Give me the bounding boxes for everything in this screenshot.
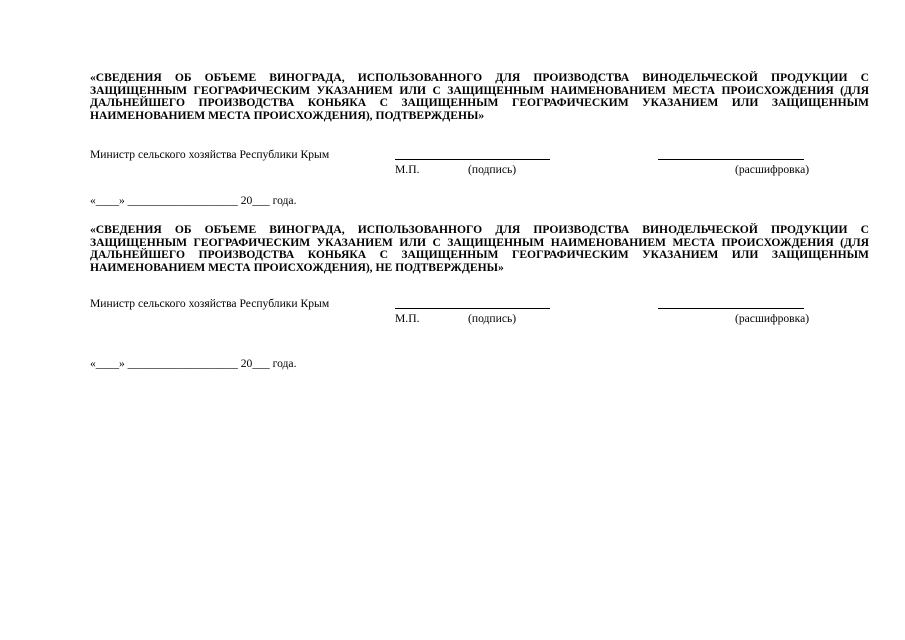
section-2-signer-title: Министр сельского хозяйства Республики Крым <box>90 297 330 310</box>
section-2-date-line: «____» ___________________ 20___ года. <box>90 357 297 370</box>
section-1-decoding-line <box>658 159 804 160</box>
section-1-signer-title: Министр сельского хозяйства Республики Крым <box>90 148 330 161</box>
section-1-date-line: «____» ___________________ 20___ года. <box>90 194 297 207</box>
section-1-decoding-label: (расшифровка) <box>735 163 810 176</box>
section-2-heading: «СВЕДЕНИЯ ОБ ОБЪЕМЕ ВИНОГРАДА, ИСПОЛЬЗОВАННОГО ДЛЯ ПРОИЗВОДСТВА ВИНОДЕЛЬЧЕСКОЙ ПРОДУКЦИИ С ЗАЩИЩЕННЫМ ГЕОГРАФИЧЕСКИМ УКАЗАНИЕМ ИЛИ С ЗАЩИЩЕННЫМ НАИМЕНОВАНИЕМ МЕСТА ПРОИСХОЖДЕНИЯ (ДЛЯ ДАЛЬНЕЙШЕГО ПРОИЗВОДСТВА КОНЬЯКА С ЗАЩИЩЕННЫМ ГЕОГРАФИЧЕСКИМ УКАЗАНИЕМ ИЛИ ЗАЩИЩЕННЫМ НАИМЕНОВАНИЕМ МЕСТА ПРОИСХОЖДЕНИЯ), НЕ ПОДТВЕРЖДЕНЫ» <box>90 223 869 274</box>
section-2-decoding-line <box>658 308 804 309</box>
section-1-stamp-label: М.П. <box>395 163 420 176</box>
section-2-stamp-label: М.П. <box>395 312 420 325</box>
section-1-heading: «СВЕДЕНИЯ ОБ ОБЪЕМЕ ВИНОГРАДА, ИСПОЛЬЗОВАННОГО ДЛЯ ПРОИЗВОДСТВА ВИНОДЕЛЬЧЕСКОЙ ПРОДУКЦИИ С ЗАЩИЩЕННЫМ ГЕОГРАФИЧЕСКИМ УКАЗАНИЕМ ИЛИ С ЗАЩИЩЕННЫМ НАИМЕНОВАНИЕМ МЕСТА ПРОИСХОЖДЕНИЯ (ДЛЯ ДАЛЬНЕЙШЕГО ПРОИЗВОДСТВА КОНЬЯКА С ЗАЩИЩЕННЫМ ГЕОГРАФИЧЕСКИМ УКАЗАНИЕМ ИЛИ ЗАЩИЩЕННЫМ НАИМЕНОВАНИЕМ МЕСТА ПРОИСХОЖДЕНИЯ), ПОДТВЕРЖДЕНЫ» <box>90 71 869 122</box>
section-2-decoding-label: (расшифровка) <box>735 312 810 325</box>
section-2-signature-line <box>395 308 550 309</box>
section-1-signature-line <box>395 159 550 160</box>
section-2-signature-label: (подпись) <box>468 312 517 325</box>
section-1-signature-label: (подпись) <box>468 163 517 176</box>
